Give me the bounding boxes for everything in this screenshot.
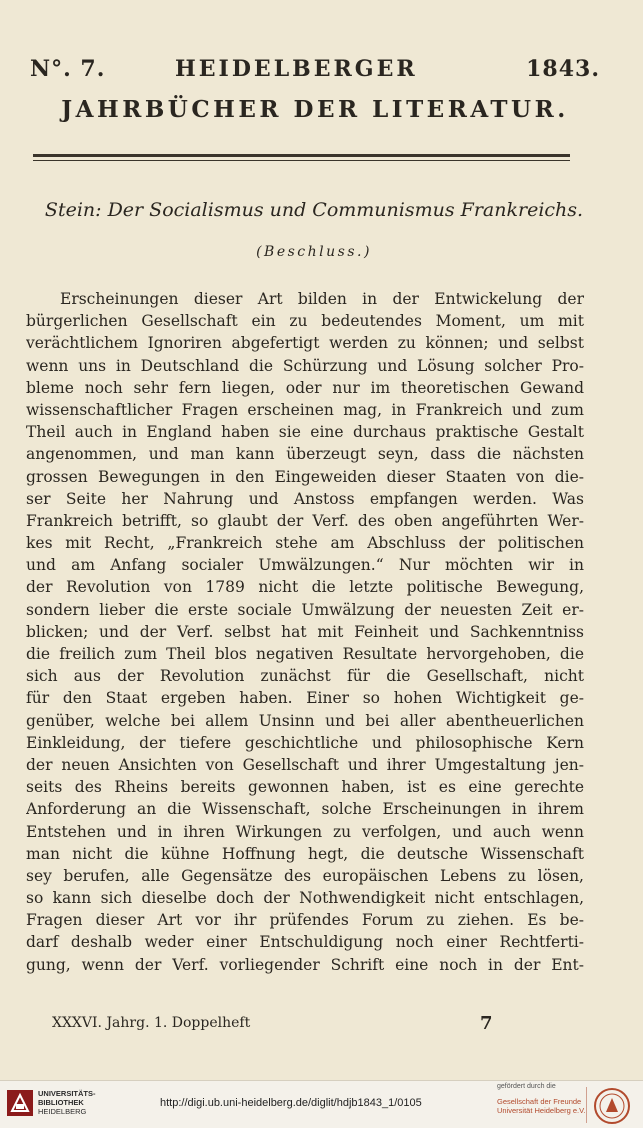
sheet-number: 7 (480, 1013, 493, 1034)
signature-mark: XXXVI. Jahrg. 1. Doppelheft (52, 1015, 251, 1031)
text-line: Frankreich betrifft, so glaubt der Verf. des oben angeführten Wer- (26, 511, 584, 530)
text-line: sich aus der Revolution zunächst für die Gesellschaft, nicht (26, 667, 584, 686)
library-name-line: BIBLIOTHEK (38, 1098, 84, 1107)
article-title: Stein: Der Socialismus und Communismus Frankreichs. (44, 199, 584, 221)
header-rule-thin (33, 160, 570, 161)
text-line: kes mit Recht, „Frankreich stehe am Abschluss der politischen (26, 534, 584, 553)
running-header (30, 56, 600, 92)
journal-subtitle: JAHRBÜCHER DER LITERATUR. (61, 96, 569, 123)
sponsor-name-line: Universität Heidelberg e.V. (497, 1106, 586, 1115)
text-line: und am Anfang socialer Umwälzungen.“ Nur möchten wir in (26, 556, 584, 575)
text-line: bürgerlichen Gesellschaft ein zu bedeutendes Moment, um mit (26, 312, 584, 331)
text-line: sey berufen, alle Gegensätze des europäischen Lebens zu lösen, (26, 866, 584, 885)
viewer-footer-bar (0, 1080, 643, 1128)
page-footer (52, 1015, 492, 1037)
funded-by-label: gefördert durch die (497, 1083, 556, 1090)
text-line: Fragen dieser Art vor ihr prüfendes Forum zu ziehen. Es be- (26, 911, 584, 930)
text-line: Anforderung an die Wissenschaft, solche Erscheinungen in ihrem (26, 800, 584, 819)
text-line: darf deshalb weder einer Entschuldigung noch einer Rechtferti- (26, 933, 584, 952)
permalink-url[interactable]: http://digi.ub.uni-heidelberg.de/diglit/hdjb1843_1/0105 (160, 1097, 422, 1109)
issue-number: N°. 7. (30, 56, 106, 82)
text-line: Erscheinungen dieser Art bilden in der Entwickelung der (60, 290, 584, 308)
body-text (26, 288, 584, 976)
text-line: genüber, welche bei allem Unsinn und bei aller abentheuerlichen (26, 711, 584, 730)
text-line: angenommen, und man kann überzeugt seyn, dass die nächsten (26, 445, 584, 464)
text-line: Entstehen und in ihren Wirkungen zu verfolgen, und auch wenn (26, 822, 584, 841)
text-line: für den Staat ergeben haben. Einer so hohen Wichtigkeit ge- (26, 689, 584, 708)
year: 1843. (526, 56, 600, 82)
text-line: sondern lieber die erste sociale Umwälzung der neuesten Zeit er- (26, 600, 584, 619)
journal-name: HEIDELBERGER (175, 56, 418, 82)
text-line: Theil auch in England haben sie eine durchaus praktische Gestalt (26, 423, 584, 442)
sponsor-name (497, 1097, 586, 1115)
text-line: gung, wenn der Verf. vorliegender Schrift eine noch in der Ent- (26, 955, 584, 974)
sponsor-name-line: Gesellschaft der Freunde (497, 1097, 582, 1106)
text-line: wenn uns in Deutschland die Schürzung und Lösung solcher Pro- (26, 356, 584, 375)
library-name (38, 1089, 96, 1116)
text-line: verächtlichem Ignoriren abgefertigt werden zu können; und selbst (26, 334, 584, 353)
text-line: blicken; und der Verf. selbst hat mit Feinheit und Sachkenntniss (26, 622, 584, 641)
article-subtitle: (Beschluss.) (256, 244, 372, 260)
text-line: grossen Bewegungen in den Eingeweiden dieser Staaten von die- (26, 467, 584, 486)
text-line: die freilich zum Theil blos negativen Resultate hervorgehoben, die (26, 645, 584, 663)
text-line: so kann sich dieselbe doch der Nothwendigkeit nicht entschlagen, (26, 889, 584, 908)
text-line: der Revolution von 1789 nicht die letzte politische Bewegung, (26, 578, 584, 597)
text-line: der neuen Ansichten von Gesellschaft und ihrer Umgestaltung jen- (26, 755, 584, 774)
header-rule-thick (33, 154, 570, 157)
text-line: seits des Rheins bereits gewonnen haben, ist es eine gerechte (26, 778, 584, 797)
library-logo-icon[interactable] (6, 1089, 34, 1117)
text-line: Einkleidung, der tiefere geschichtliche und philosophische Kern (26, 733, 584, 752)
university-seal-icon[interactable] (593, 1087, 631, 1125)
text-line: bleme noch sehr fern liegen, oder nur im theoretischen Gewand (26, 378, 584, 397)
library-name-line: UNIVERSITÄTS- (38, 1089, 96, 1098)
text-line: wissenschaftlicher Fragen erscheinen mag, in Frankreich und zum (26, 400, 584, 419)
text-line: man nicht die kühne Hoffnung hegt, die deutsche Wissenschaft (26, 844, 584, 863)
text-line: ser Seite her Nahrung und Anstoss empfangen werden. Was (26, 489, 584, 508)
divider (586, 1087, 587, 1123)
library-name-line: HEIDELBERG (38, 1107, 87, 1116)
